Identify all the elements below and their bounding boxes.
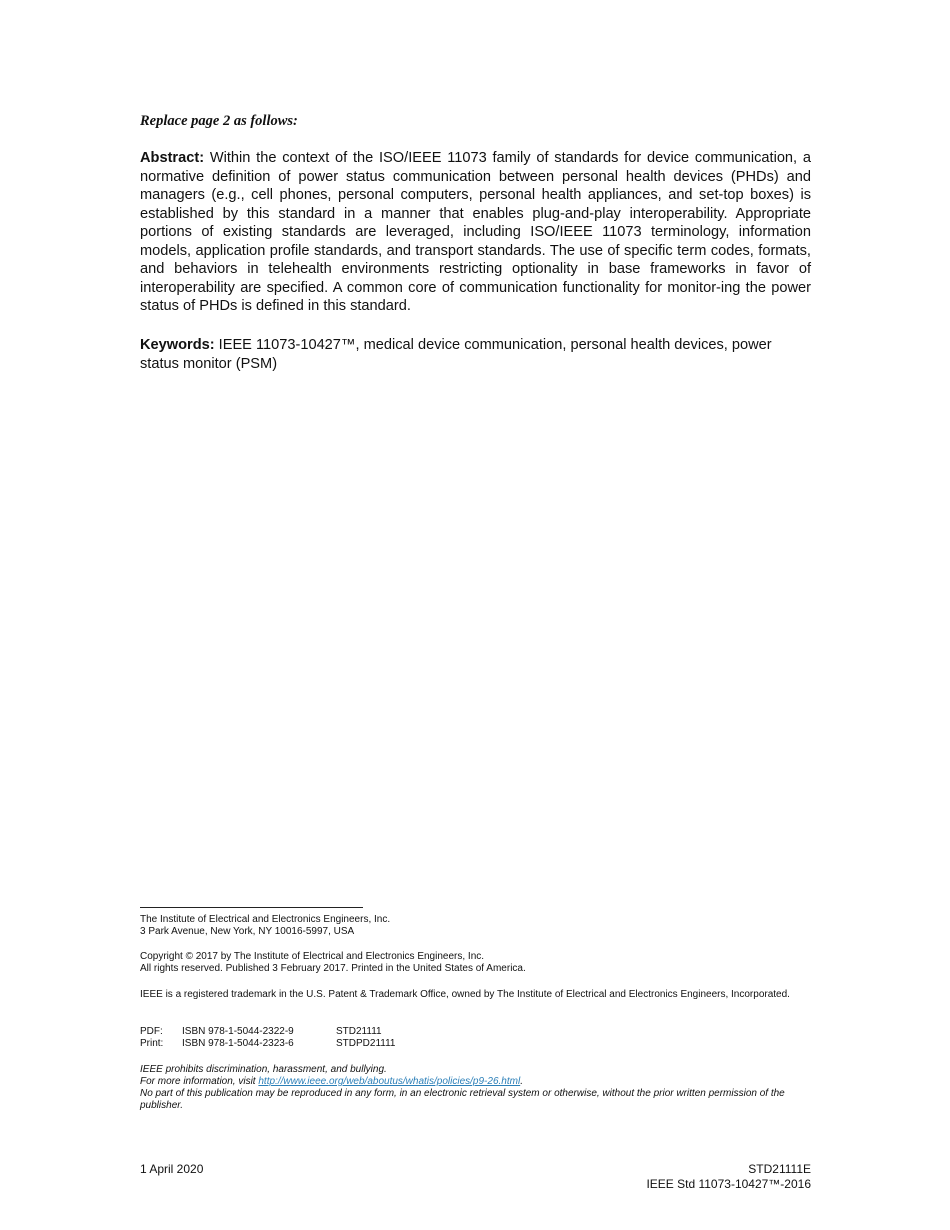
policy-suffix: . xyxy=(520,1076,523,1087)
document-code: STD21111E xyxy=(748,1162,811,1176)
isbn-number: ISBN 978-1-5044-2322-9 xyxy=(182,1026,294,1037)
isbn-block xyxy=(140,1026,811,1050)
policy-link[interactable]: http://www.ieee.org/web/aboutus/whatis/policies/p9-26.html xyxy=(258,1076,521,1087)
institute-street: 3 Park Avenue, New York, NY 10016-5997, USA xyxy=(140,926,355,937)
isbn-number: ISBN 978-1-5044-2323-6 xyxy=(182,1038,294,1049)
isbn-row-print xyxy=(140,1038,811,1050)
isbn-format: Print: xyxy=(140,1038,164,1049)
policy-info xyxy=(140,1076,811,1088)
keywords-text: IEEE 11073-10427™, medical device communication, personal health devices, power status monitor (PSM) xyxy=(140,337,772,372)
trademark-notice: IEEE is a registered trademark in the U.S. Patent & Trademark Office, owned by The Institute of Electrical and Electronics Engineers, Incorporated. xyxy=(140,989,790,1000)
copyright-line: Copyright © 2017 by The Institute of Electrical and Electronics Engineers, Inc. xyxy=(140,951,485,962)
legal-notice xyxy=(140,1064,811,1112)
policy-prefix: For more information, visit xyxy=(140,1076,259,1087)
publication-date: 1 April 2020 xyxy=(140,1162,204,1176)
isbn-row-pdf xyxy=(140,1026,811,1038)
abstract-paragraph xyxy=(140,149,811,316)
abstract-text: Within the context of the ISO/IEEE 11073 family of standards for device communication, a normative definition of power status communication between personal health devices (PHDs) and managers (e.g., cell phones, personal computers, personal health appliances, and set-top boxes) is established by this standard in a manner that enables plug-and-play interoperability. Appropriate portions of existing standards are leveraged, including ISO/IEEE 11073 terminology, information models, application profile standards, and transport standards. The use of specific term codes, formats, and behaviors in telehealth environments restricting optionality in base frameworks in favor of interoperability are specified. A common core of communication functionality for monitor-ing the power status of PHDs is defined in this standard. xyxy=(140,150,811,314)
isbn-format: PDF: xyxy=(140,1026,163,1037)
isbn-code: STD21111 xyxy=(336,1026,382,1037)
isbn-code: STDPD21111 xyxy=(336,1038,396,1049)
institute-name: The Institute of Electrical and Electronics Engineers, Inc. xyxy=(140,914,391,925)
document-identifiers xyxy=(646,1162,811,1192)
footnote-divider xyxy=(140,907,363,908)
rights-line: All rights reserved. Published 3 February 2017. Printed in the United States of America. xyxy=(140,963,526,974)
abstract-label: Abstract: xyxy=(140,150,205,166)
copyright-notice xyxy=(140,951,811,975)
reproduction-notice: No part of this publication may be reproduced in any form, in an electronic retrieval system or otherwise, without the prior written permission of the publisher. xyxy=(140,1088,785,1111)
replace-instruction: Replace page 2 as follows: xyxy=(140,113,298,129)
document-page xyxy=(140,0,811,1230)
keywords-label: Keywords: xyxy=(140,337,215,353)
keywords-paragraph xyxy=(140,336,811,373)
policy-statement: IEEE prohibits discrimination, harassment, and bullying. xyxy=(140,1064,387,1075)
standard-designation: IEEE Std 11073-10427™-2016 xyxy=(646,1177,811,1191)
institute-address xyxy=(140,914,811,938)
